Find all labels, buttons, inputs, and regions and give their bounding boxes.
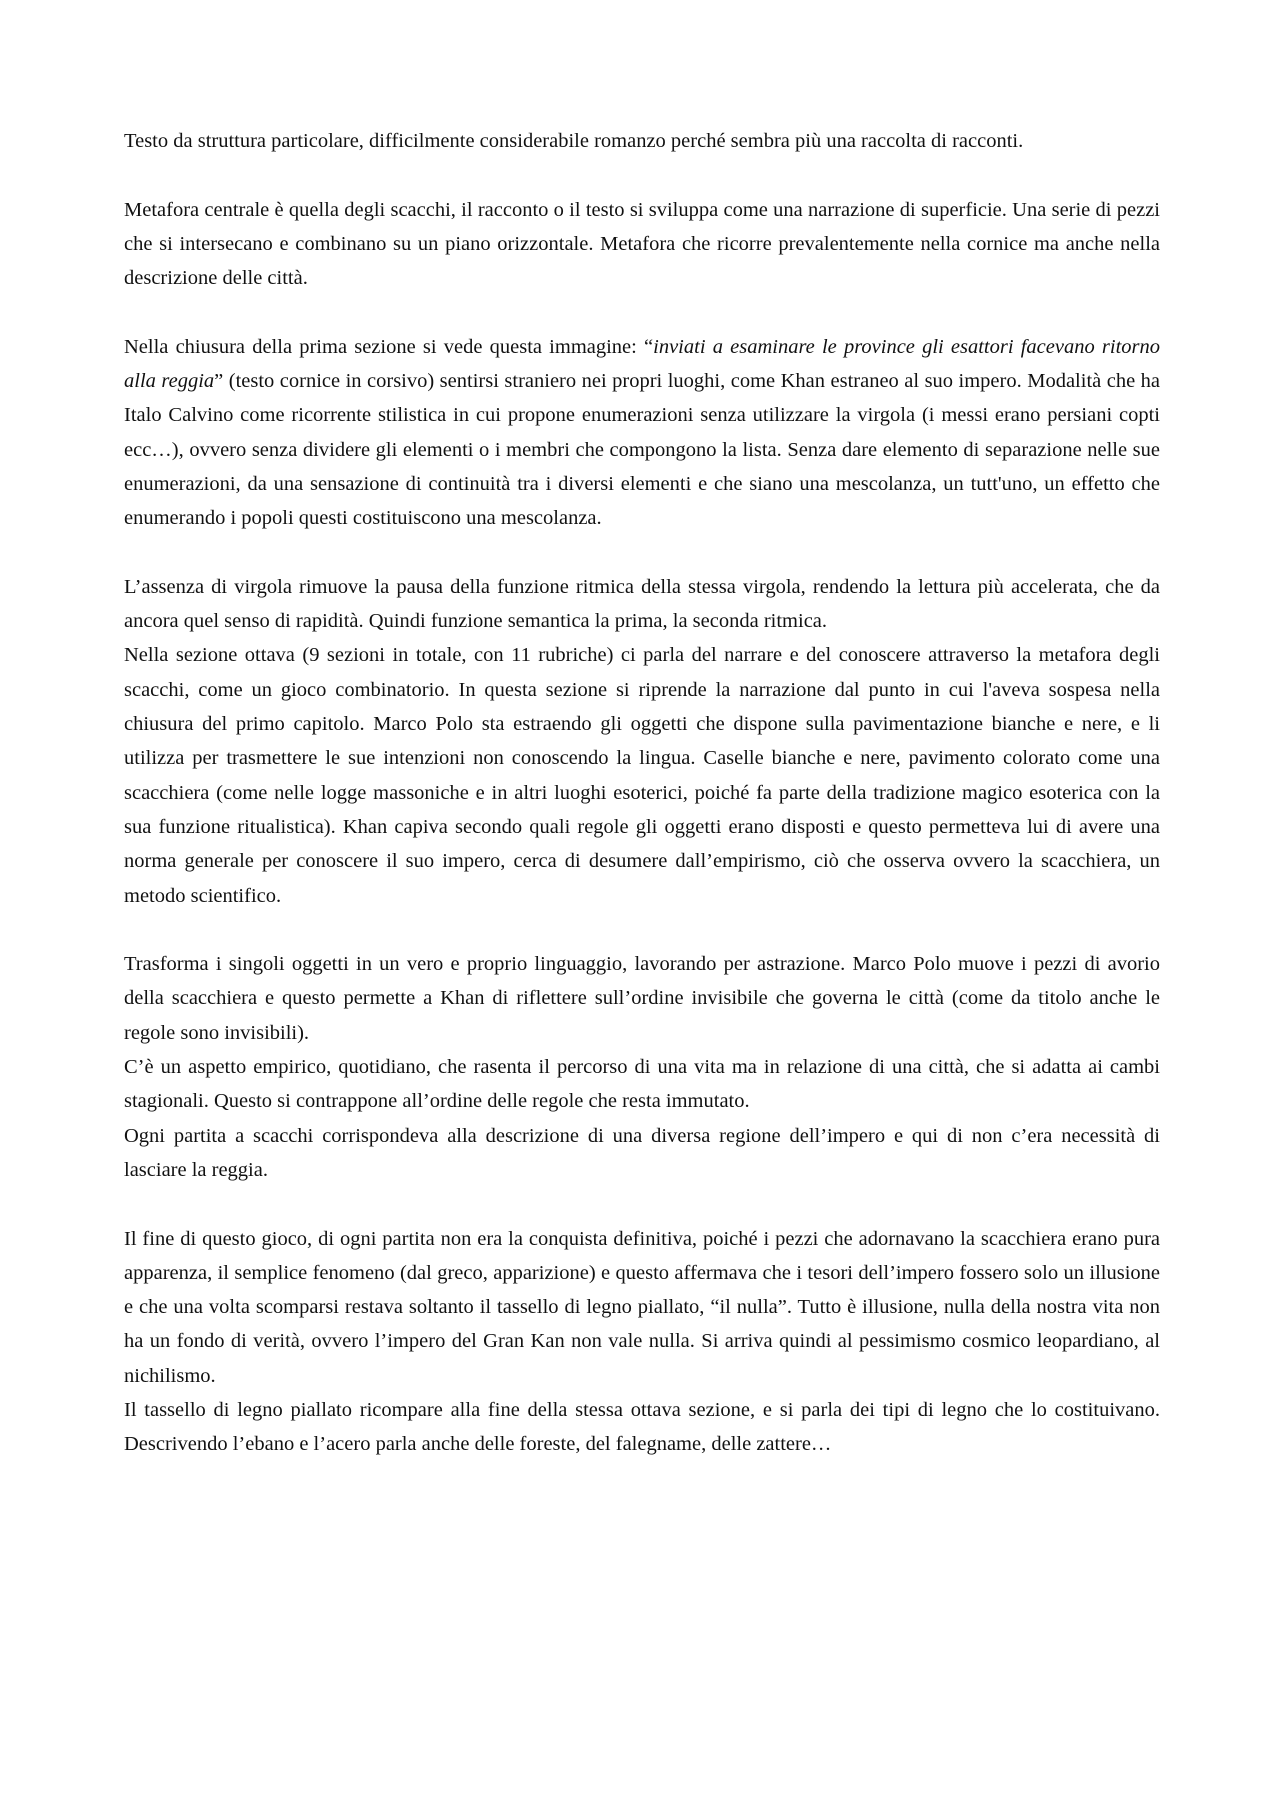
- paragraph-7: C’è un aspetto empirico, quotidiano, che rasenta il percorso di una vita ma in relazione di una città, che si adatta ai cambi stagionali. Questo si contrappone all’ordine delle regole che resta immutato.: [124, 1056, 1160, 1113]
- paragraph-6: Trasforma i singoli oggetti in un vero e proprio linguaggio, lavorando per astrazione. Marco Polo muove i pezzi di avorio della scacchiera e questo permette a Khan di riflettere sull’ordine invisibile che governa le città (come da titolo anche le regole sono invisibili).: [124, 953, 1160, 1044]
- paragraph-3-intro: Nella chiusura della prima sezione si vede questa immagine: “: [124, 335, 654, 358]
- paragraph-3: [124, 330, 1160, 536]
- paragraph-9: Il fine di questo gioco, di ogni partita non era la conquista definitiva, poiché i pezzi che adornavano la scacchiera erano pura apparenza, il semplice fenomeno (dal greco, apparizione) e questo affermava che i tesori dell’impero fossero solo un illusione e che una volta scomparsi restava soltanto il tassello di legno piallato, “il nulla”. Tutto è illusione, nulla della nostra vita non ha un fondo di verità, ovvero l’impero del Gran Kan non vale nulla. Si arriva quindi al pessimismo cosmico leopardiano, al nichilismo.: [124, 1227, 1160, 1387]
- paragraph-3-rest: ” (testo cornice in corsivo) sentirsi straniero nei propri luoghi, come Khan estraneo al suo impero. Modalità che ha Italo Calvino come ricorrente stilistica in cui propone enumerazioni senza utilizzare la virgola (i messi erano persiani copti ecc…), ovvero senza dividere gli elementi o i membri che compongono la lista. Senza dare elemento di separazione nelle sue enumerazioni, da una sensazione di continuità tra i diversi elementi e che siano una mescolanza, un tutt'uno, un effetto che enumerando i popoli questi costituiscono una mescolanza.: [124, 370, 1161, 530]
- paragraph-8: Ogni partita a scacchi corrispondeva alla descrizione di una diversa regione dell’impero e qui di non c’era necessità di lasciare la reggia.: [124, 1124, 1160, 1181]
- paragraph-4: L’assenza di virgola rimuove la pausa della funzione ritmica della stessa virgola, rendendo la lettura più accelerata, che da ancora quel senso di rapidità. Quindi funzione semantica la prima, la seconda ritmica.: [124, 575, 1160, 633]
- document-page: [124, 124, 1160, 1462]
- paragraph-2: Metafora centrale è quella degli scacchi, il racconto o il testo si sviluppa come una narrazione di superficie. Una serie di pezzi che si intersecano e combinano su un piano orizzontale. Metafora che ricorre prevalentemente nella cornice ma anche nella descrizione delle città.: [124, 198, 1160, 290]
- italic-quote: inviati a esaminare le province gli esattori facevano ritorno alla reggia: [124, 335, 1161, 393]
- paragraph-10: Il tassello di legno piallato ricompare alla fine della stessa ottava sezione, e si parla dei tipi di legno che lo costituivano. Descrivendo l’ebano e l’acero parla anche delle foreste, del falegname, delle zattere…: [124, 1398, 1160, 1456]
- paragraph-5: Nella sezione ottava (9 sezioni in totale, con 11 rubriche) ci parla del narrare e del conoscere attraverso la metafora degli scacchi, come un gioco combinatorio. In questa sezione si riprende la narrazione dal punto in cui l'aveva sospesa nella chiusura del primo capitolo. Marco Polo sta estraendo gli oggetti che dispone sulla pavimentazione bianche e nere, e li utilizza per trasmettere le sue intenzioni non conoscendo la lingua. Caselle bianche e nere, pavimento colorato come una scacchiera (come nelle logge massoniche e in altri luoghi esoterici, poiché fa parte della tradizione magico esoterica con la sua funzione ritualistica). Khan capiva secondo quali regole gli oggetti erano disposti e questo permetteva lui di avere una norma generale per conoscere il suo impero, cerca di desumere dall’empirismo, ciò che osserva ovvero la scacchiera, un metodo scientifico.: [124, 644, 1160, 907]
- paragraph-1: Testo da struttura particolare, difficilmente considerabile romanzo perché sembra più una raccolta di racconti.: [124, 130, 1024, 152]
